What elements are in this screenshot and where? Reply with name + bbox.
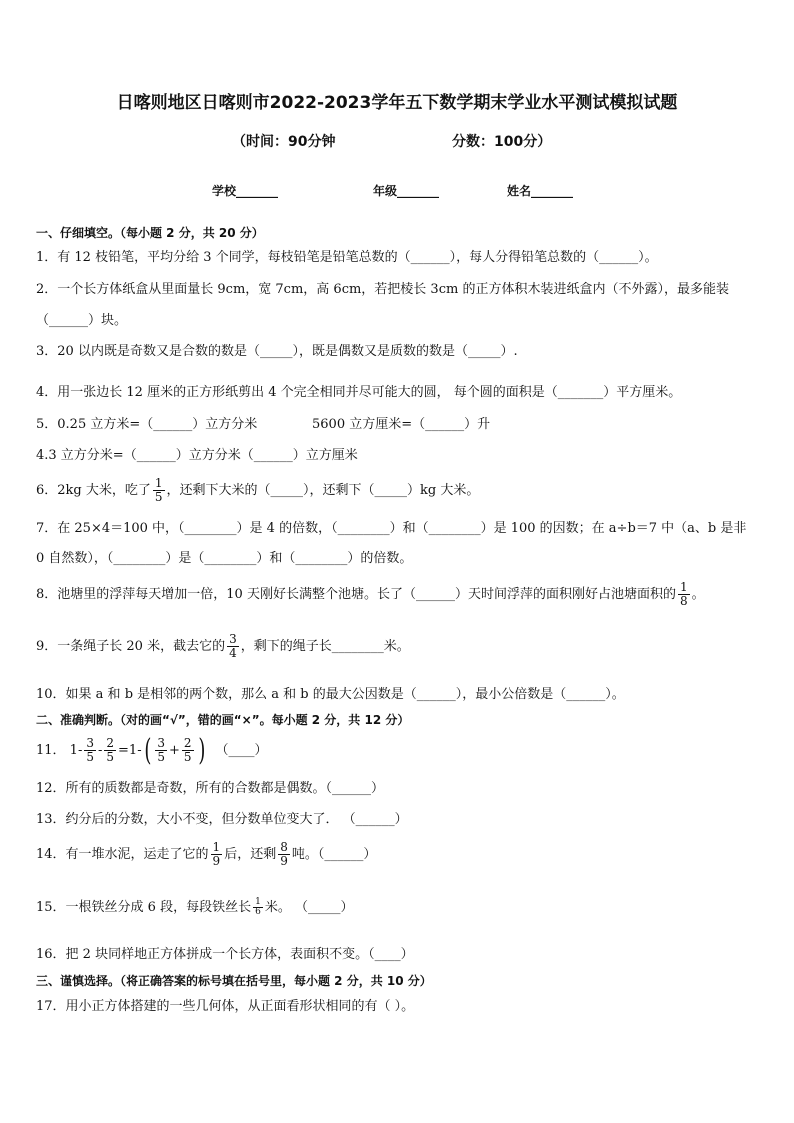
question-5-part-1: 5．0.25 立方米=（______）立方分米 [36,417,258,432]
school-field[interactable]: 学校_______ [212,184,279,198]
question-14 [36,838,376,872]
fraction-11-a: $\frac{3}{5}$ [86,736,94,764]
question-14-text-b: 后，还剩 [224,847,277,862]
question-16: 16．把 2 块同样地正方体拼成一个长方体，表面积不变。（____） [36,947,414,962]
question-11-minus: - [97,743,103,758]
question-14-text-a: 14．有一堆水泥，运走了它的 [36,847,209,862]
question-11-plus: + [168,743,180,758]
question-6-text-a: 6．2kg 大米，吃了 [36,483,151,498]
question-11 [36,734,268,768]
question-11-left-paren: ( [143,732,151,768]
question-15-text-b: 米。 （_____） [264,900,354,915]
question-10: 10．如果 a 和 b 是相邻的两个数，那么 a 和 b 的最大公因数是（______），最小公倍数是（______）。 [36,687,625,702]
question-9 [36,630,410,664]
fraction-one-sixth: $\frac{1}{6}$ [255,897,261,917]
fraction-eight-ninths: $\frac{8}{9}$ [280,840,288,868]
question-3: 3．20 以内既是奇数又是合数的数是（_____），既是偶数又是质数的数是（_____）. [36,344,518,359]
section-2-heading: 二、准确判断。（对的画“√”，错的画“×”。每小题 2 分，共 12 分） [36,713,410,727]
question-13: 13．约分后的分数，大小不变，但分数单位变大了． （______） [36,812,408,827]
time-label: （时间：90分钟 [232,134,336,150]
question-9-text-b: ，剩下的绳子长________米。 [240,639,410,654]
score-label: 分数：100分） [452,134,552,150]
question-6 [36,474,479,508]
question-6-text-b: ，还剩下大米的（_____），还剩下（_____）kg 大米。 [166,483,480,498]
question-11-right-paren: ) [197,732,205,768]
fraction-one-fifth: $\frac{1}{5}$ [154,476,163,504]
section-3-heading: 三、谨慎选择。（将正确答案的标号填在括号里，每小题 2 分，共 10 分） [36,974,432,988]
question-14-text-c: 吨。（______） [291,847,377,862]
page-title: 日喀则地区日喀则市2022-2023学年五下数学期末学业水平测试模拟试题 [116,93,678,113]
fraction-11-c: $\frac{3}{5}$ [157,736,165,764]
question-11-text-b: =1- [118,743,142,758]
question-9-text-a: 9．一条绳子长 20 米，截去它的 [36,639,226,654]
question-11-text-a: 11． 1- [36,743,83,758]
question-15-text-a: 15．一根铁丝分成 6 段，每段铁丝长 [36,900,252,915]
question-8-text: 8．池塘里的浮萍每天增加一倍，10 天刚好长满整个池塘。长了（______）天时间浮萍的面积刚好占池塘面积的 [36,587,676,602]
question-17: 17．用小正方体搭建的一些几何体，从正面看形状相同的有（ ）。 [36,999,415,1014]
name-field[interactable]: 姓名_______ [507,184,574,198]
fraction-one-ninth: $\frac{1}{9}$ [212,840,221,868]
fraction-11-b: $\frac{2}{5}$ [106,736,115,764]
section-1-heading: 一、仔细填空。（每小题 2 分，共 20 分） [36,226,264,240]
question-2-line-2: （______）块。 [36,313,128,328]
fraction-one-eighth: $\frac{1}{8}$ [679,580,688,608]
grade-field[interactable]: 年级_______ [373,184,440,198]
question-5-part-3: 4.3 立方分米=（______）立方分米（______）立方厘米 [36,448,358,463]
question-12: 12．所有的质数都是奇数，所有的合数都是偶数。（______） [36,781,385,796]
question-4: 4．用一张边长 12 厘米的正方形纸剪出 4 个完全相同并尽可能大的圆， 每个圆的面积是（_______）平方厘米。 [36,385,682,400]
question-15 [36,894,353,922]
fraction-11-d: $\frac{2}{5}$ [183,736,192,764]
question-8: 8．池塘里的浮萍每天增加一倍，10 天刚好长满整个池塘。长了（______）天时间浮萍的面积刚好占池塘面积的 $\frac{1}{8}$ 。 [36,580,705,608]
fraction-three-quarters: $\frac{3}{4}$ [229,632,237,660]
question-7-line-1: 7．在 25×4＝100 中，（________）是 4 的倍数，（________）和（________）是 100 的因数；在 a÷b＝7 中（a、b 是非 [36,521,747,536]
question-5-part-2: 5600 立方厘米=（______）升 [312,417,491,432]
question-2-line-1: 2．一个长方体纸盒从里面量长 9cm，宽 7cm，高 6cm，若把棱长 3cm 的正方体积木装进纸盒内（不外露），最多能装 [36,282,729,297]
question-7-line-2: 0 自然数），（________）是（________）和（________）的倍数。 [36,551,413,566]
question-11-answer: （____） [215,743,268,758]
question-1: 1．有 12 枝铅笔，平均分给 3 个同学，每枝铅笔是铅笔总数的（______），每人分得铅笔总数的（______）。 [36,250,658,265]
